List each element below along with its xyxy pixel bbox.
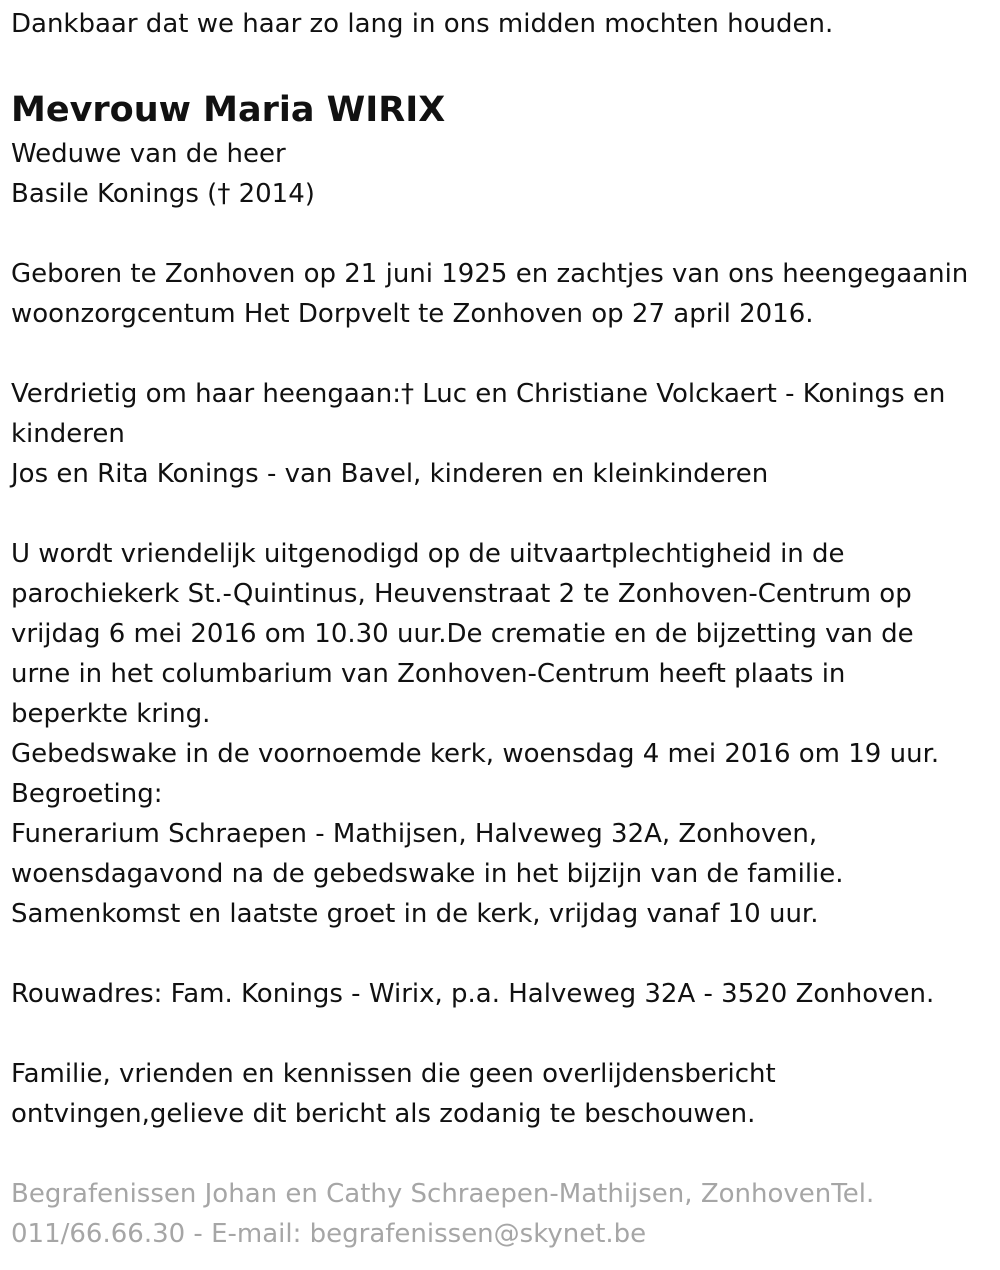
ceremony-line-8: Funerarium Schraepen - Mathijsen, Halveweg 32A, Zonhoven, [11, 819, 818, 849]
mourners-line-1: Verdrietig om haar heengaan:† Luc en Christiane Volckaert - Konings en [11, 379, 946, 409]
birth-death-line-1: Geboren te Zonhoven op 21 juni 1925 en zachtjes van ons heengegaanin [11, 259, 969, 289]
spacer [11, 494, 991, 534]
birth-death-line-2: woonzorgcentum Het Dorpvelt te Zonhoven op 27 april 2016. [11, 299, 814, 329]
ceremony-line-9: woensdagavond na de gebedswake in het bijzijn van de familie. [11, 859, 844, 889]
deceased-name: Mevrouw Maria WIRIX [11, 90, 446, 130]
spacer [11, 1014, 991, 1054]
spacer [11, 934, 991, 974]
spouse-line-2: Basile Konings († 2014) [11, 179, 315, 209]
spacer [11, 1134, 991, 1174]
mourners-line-2: kinderen [11, 419, 125, 449]
spacer [11, 44, 991, 84]
obituary-notice [11, 4, 991, 1254]
intro-text: Dankbaar dat we haar zo lang in ons midden mochten houden. [11, 9, 834, 39]
spouse-line-1: Weduwe van de heer [11, 139, 286, 169]
ceremony-line-5: beperkte kring. [11, 699, 211, 729]
ceremony-line-10: Samenkomst en laatste groet in de kerk, vrijdag vanaf 10 uur. [11, 899, 819, 929]
ceremony-line-7: Begroeting: [11, 779, 163, 809]
spacer [11, 214, 991, 254]
ceremony-line-4: urne in het columbarium van Zonhoven-Centrum heeft plaats in [11, 659, 846, 689]
spacer [11, 334, 991, 374]
notice-line-2: ontvingen,gelieve dit bericht als zodanig te beschouwen. [11, 1099, 756, 1129]
mourners-line-3: Jos en Rita Konings - van Bavel, kinderen en kleinkinderen [11, 459, 769, 489]
ceremony-line-2: parochiekerk St.-Quintinus, Heuvenstraat 2 te Zonhoven-Centrum op [11, 579, 912, 609]
notice-line-1: Familie, vrienden en kennissen die geen overlijdensbericht [11, 1059, 776, 1089]
mourning-address: Rouwadres: Fam. Konings - Wirix, p.a. Halveweg 32A - 3520 Zonhoven. [11, 979, 935, 1009]
ceremony-line-1: U wordt vriendelijk uitgenodigd op de uitvaartplechtigheid in de [11, 539, 845, 569]
funeral-home-line-1: Begrafenissen Johan en Cathy Schraepen-Mathijsen, ZonhovenTel. [11, 1179, 875, 1209]
ceremony-line-3: vrijdag 6 mei 2016 om 10.30 uur.De crematie en de bijzetting van de [11, 619, 914, 649]
funeral-home-line-2: 011/66.66.30 - E-mail: begrafenissen@skynet.be [11, 1219, 647, 1249]
ceremony-line-6: Gebedswake in de voornoemde kerk, woensdag 4 mei 2016 om 19 uur. [11, 739, 940, 769]
